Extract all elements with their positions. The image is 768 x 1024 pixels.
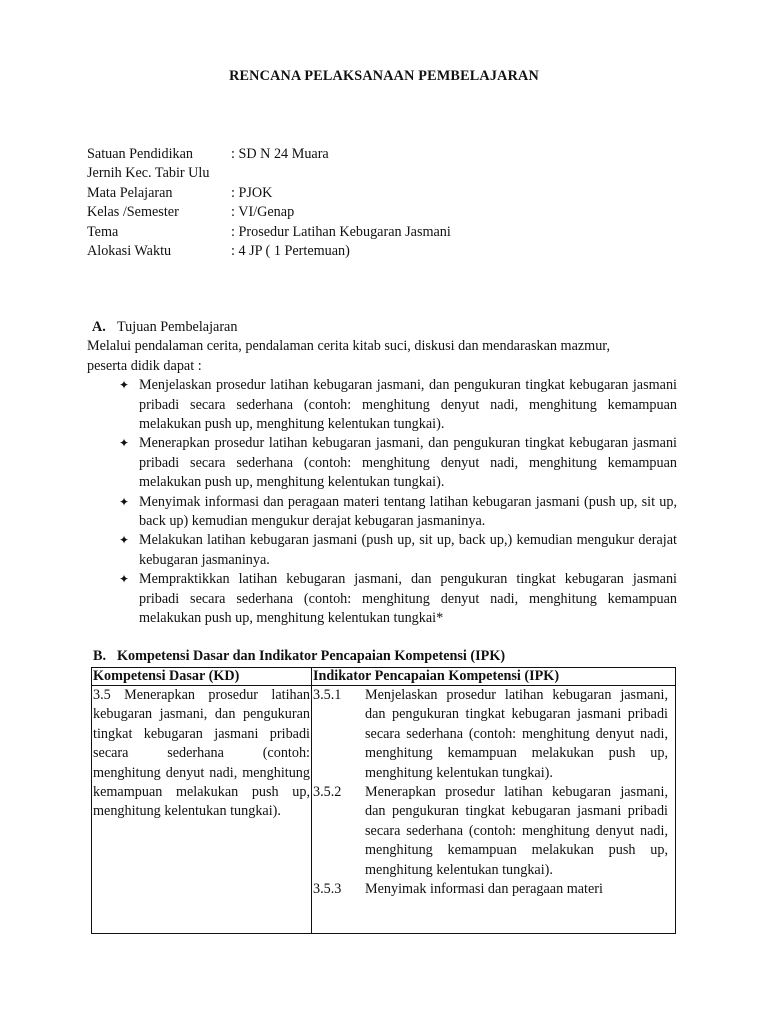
table-row bbox=[92, 686, 676, 934]
ipk-list bbox=[313, 686, 674, 933]
document-title: RENCANA PELAKSANAAN PEMBELAJARAN bbox=[229, 68, 539, 84]
list-item bbox=[118, 570, 677, 628]
section-learning-objectives bbox=[87, 318, 677, 628]
ipk-item bbox=[313, 686, 674, 783]
competency-table bbox=[91, 667, 676, 934]
objectives-list bbox=[87, 376, 677, 628]
section-title: Kompetensi Dasar dan Indikator Pencapaian Kompetensi (IPK) bbox=[117, 648, 506, 664]
identity-row bbox=[87, 164, 687, 183]
ipk-number: 3.5.2 bbox=[313, 784, 342, 801]
table-header-row bbox=[92, 668, 676, 686]
ipk-text: Menyimak informasi dan peragaan materi bbox=[365, 881, 603, 898]
section-letter: A. bbox=[92, 319, 106, 335]
identity-value: : SD N 24 Muara bbox=[231, 146, 329, 162]
four-pointed-star-icon: ✦ bbox=[118, 436, 130, 451]
identity-row bbox=[87, 223, 687, 242]
identity-row bbox=[87, 242, 687, 261]
section-heading bbox=[87, 647, 677, 666]
list-item-text: Menerapkan prosedur latihan kebugaran jasmani, dan pengukuran tingkat kebugaran jasmani pribadi secara sederhana (contoh: menghitung denyut nadi, menghitung kemampuan melakukan push up, menghitung kelentukan tungkai). bbox=[139, 435, 677, 491]
list-item bbox=[118, 493, 677, 532]
identity-value: : VI/Genap bbox=[231, 204, 295, 221]
ipk-text: Menerapkan prosedur latihan kebugaran jasmani, dan pengukuran tingkat kebugaran jasmani pribadi secara sederhana (contoh: menghitung denyut nadi, menghitung kemampuan melakukan push up, menghitung kelentukan tungkai). bbox=[365, 784, 668, 878]
identity-row bbox=[87, 203, 687, 222]
ipk-number: 3.5.1 bbox=[313, 687, 342, 703]
kd-cell bbox=[92, 686, 312, 934]
list-item-text: Menjelaskan prosedur latihan kebugaran jasmani, dan pengukuran tingkat kebugaran jasmani pribadi secara sederhana (contoh: menghitung denyut nadi, menghitung kemampuan melakukan push up, menghitung kelentukan tungkai). bbox=[139, 377, 677, 433]
identity-value: : Prosedur Latihan Kebugaran Jasmani bbox=[231, 223, 451, 240]
identity-value: : 4 JP ( 1 Pertemuan) bbox=[231, 242, 350, 259]
list-item-text: Melakukan latihan kebugaran jasmani (push up, sit up, back up,) kemudian mengukur derajat kebugaran jasmaninya. bbox=[139, 532, 677, 568]
section-title: Tujuan Pembelajaran bbox=[117, 319, 238, 335]
identity-row bbox=[87, 145, 687, 164]
section-competencies bbox=[87, 647, 677, 666]
column-header-kd: Kompetensi Dasar (KD) bbox=[92, 668, 312, 686]
four-pointed-star-icon: ✦ bbox=[118, 572, 130, 587]
identity-label: Kelas /Semester bbox=[87, 204, 179, 221]
section-heading bbox=[87, 318, 677, 337]
identity-label: Alokasi Waktu bbox=[87, 242, 172, 259]
column-header-ipk: Indikator Pencapaian Kompetensi (IPK) bbox=[312, 668, 676, 686]
ipk-item bbox=[313, 880, 674, 899]
ipk-cell bbox=[312, 686, 676, 934]
list-item-text: Menyimak informasi dan peragaan materi tentang latihan kebugaran jasmani (push up, sit up, back up) kemudian mengukur derajat kebugaran jasmaninya. bbox=[139, 493, 677, 530]
identity-label: Jernih Kec. Tabir Ulu bbox=[87, 165, 210, 182]
list-item-text: Mempraktikkan latihan kebugaran jasmani, dan pengukuran tingkat kebugaran jasmani pribadi secara sederhana (contoh: menghitung denyut nadi, menghitung kemampuan melakukan push up, menghitung kelentukan tungkai* bbox=[139, 571, 677, 627]
section-letter: B. bbox=[93, 648, 107, 664]
identity-row bbox=[87, 184, 687, 203]
objectives-intro: Melalui pendalaman cerita, pendalaman cerita kitab suci, diskusi dan mendaraskan mazmur, bbox=[87, 338, 610, 355]
identity-label: Mata Pelajaran bbox=[87, 184, 173, 201]
ipk-number: 3.5.3 bbox=[313, 881, 342, 898]
ipk-text: Menjelaskan prosedur latihan kebugaran jasmani, dan pengukuran tingkat kebugaran jasmani pribadi secara sederhana (contoh: menghitung denyut nadi, menghitung kemampuan melakukan push up, menghitung kelentukan tungkai). bbox=[365, 687, 668, 781]
identity-value: : PJOK bbox=[231, 184, 273, 201]
identity-label: Tema bbox=[87, 223, 119, 240]
list-item bbox=[118, 434, 677, 492]
objectives-intro-continued: peserta didik dapat : bbox=[87, 357, 202, 374]
identity-label: Satuan Pendidikan bbox=[87, 146, 193, 162]
four-pointed-star-icon: ✦ bbox=[118, 378, 130, 393]
list-item bbox=[118, 376, 677, 434]
kd-text: 3.5 Menerapkan prosedur latihan kebugaran jasmani, dan pengukuran tingkat kebugaran jasmani pribadi secara sederhana (contoh: menghitung denyut nadi, menghitung kemampuan melakukan push up, menghitung kelentukan tungkai). bbox=[93, 687, 310, 820]
four-pointed-star-icon: ✦ bbox=[118, 533, 130, 548]
ipk-item bbox=[313, 783, 674, 880]
list-item bbox=[118, 531, 677, 570]
identity-block bbox=[87, 145, 687, 261]
four-pointed-star-icon: ✦ bbox=[118, 494, 130, 509]
